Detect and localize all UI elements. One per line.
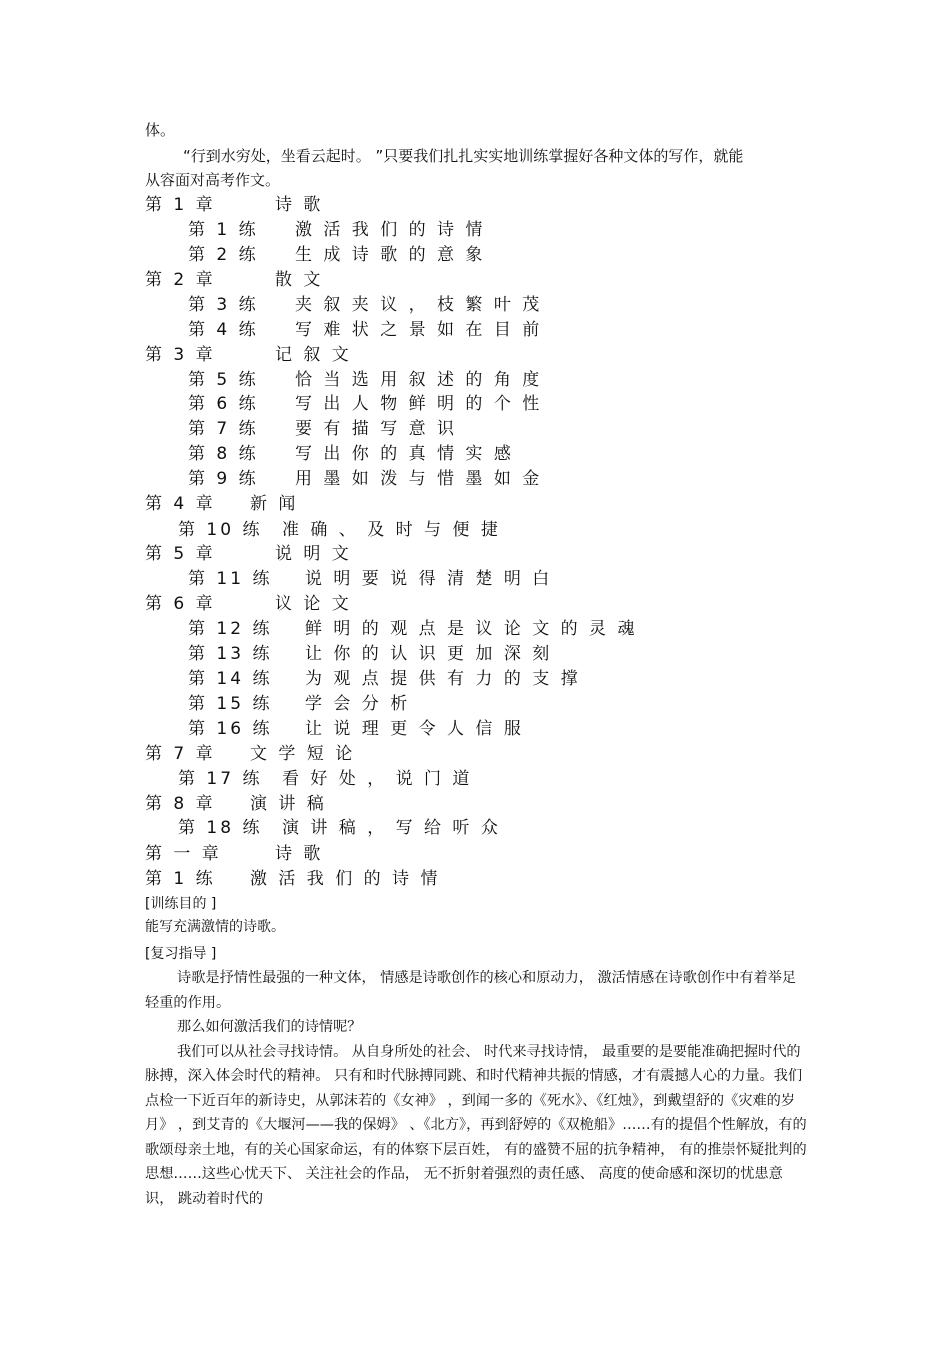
chapter-title: 诗 歌	[275, 844, 324, 864]
chapter-number: 第 7 章	[145, 744, 216, 764]
chapter-title: 诗 歌	[275, 195, 324, 215]
practice-number: 第 5 练	[188, 370, 259, 390]
training-goal-label: [训练目的 ]	[145, 896, 217, 912]
practice-number: 第 1 练	[188, 220, 259, 240]
practice-title: 让 你 的 认 识 更 加 深 刻	[305, 644, 553, 664]
practice-title: 学 会 分 析	[305, 694, 411, 714]
practice-title: 恰 当 选 用 叙 述 的 角 度	[295, 370, 543, 390]
chapter-number: 第 1 章	[145, 195, 216, 215]
practice-title: 激 活 我 们 的 诗 情	[295, 220, 486, 240]
practice-number: 第 17 练	[178, 769, 263, 789]
training-goal-text: 能写充满激情的诗歌。	[145, 919, 285, 935]
chapter-number: 第 5 章	[145, 544, 216, 564]
practice-number: 第 12 练	[188, 619, 273, 639]
chapter-number: 第 2 章	[145, 270, 216, 290]
practice-number: 第 2 练	[188, 245, 259, 265]
review-paragraph-1: 诗歌是抒情性最强的一种文体， 情感是诗歌创作的核心和原动力， 激活情感在诗歌创作中有着举足轻重的作用。	[145, 970, 797, 1011]
chapter-number: 第 4 章	[145, 494, 216, 514]
practice-title: 写 难 状 之 景 如 在 目 前	[295, 320, 543, 340]
practice-title: 看 好 处 ， 说 门 道	[282, 769, 473, 789]
practice-number: 第 13 练	[188, 644, 273, 664]
practice-title: 让 说 理 更 令 人 信 服	[305, 719, 524, 739]
chapter-number: 第 3 章	[145, 345, 216, 365]
practice-number: 第 14 练	[188, 669, 273, 689]
practice-number: 第 6 练	[188, 394, 259, 414]
practice-number: 第 7 练	[188, 419, 259, 439]
practice-title: 用 墨 如 泼 与 惜 墨 如 金	[295, 469, 543, 489]
review-paragraph-2: 那么如何激活我们的诗情呢？	[177, 1019, 362, 1035]
chapter-title: 记 叙 文	[275, 345, 352, 365]
practice-number: 第 8 练	[188, 444, 259, 464]
review-paragraph-3: 我们可以从社会寻找诗情。 从自身所处的社会、 时代来寻找诗情， 最重要的是要能准确把握时代的脉搏，深入体会时代的精神。 只有和时代脉搏同跳、和时代精神共振的情感，才有震撼人心的力量。我们点检一下近百年的新诗史，从郭沫若的《女神》 ，到闻一多的《死水》、《红烛》，到戴望舒的《灾难的岁月》 ，到艾青的《大堰河——我的保姆》 、《北方》，再到舒婷的《双桅船》……有的提倡个性解放，有的歌颂母亲土地，有的关心国家命运，有的体察下层百姓， 有的盛赞不屈的抗争精神， 有的推崇怀疑批判的思想……这些心忧天下、 关注社会的作品， 无不折射着强烈的责任感、 高度的使命感和深切的忧患意识， 跳动着时代的	[145, 1043, 807, 1207]
practice-title: 准 确 、 及 时 与 便 捷	[282, 520, 501, 540]
intro-line-1: 体。	[145, 121, 176, 139]
chapter-title: 散 文	[275, 270, 324, 290]
practice-number: 第 4 练	[188, 320, 259, 340]
practice-title: 要 有 描 写 意 识	[295, 419, 458, 439]
practice-title: 为 观 点 提 供 有 力 的 支 撑	[305, 669, 581, 689]
practice-title: 鲜 明 的 观 点 是 议 论 文 的 灵 魂	[305, 619, 638, 639]
practice-title: 生 成 诗 歌 的 意 象	[295, 245, 486, 265]
practice-title: 写 出 你 的 真 情 实 感	[295, 444, 514, 464]
review-body	[145, 966, 810, 1211]
practice-title: 夹 叙 夹 议 ， 枝 繁 叶 茂	[295, 295, 543, 315]
practice-number: 第 18 练	[178, 818, 263, 838]
intro-quote-line: “行到水穷处，坐看云起时。 ”只要我们扎扎实实地训练掌握好各种文体的写作，就能	[183, 147, 744, 165]
review-guide-label: [复习指导 ]	[145, 946, 217, 962]
chapter-number: 第 8 章	[145, 794, 216, 814]
practice-title: 写 出 人 物 鲜 明 的 个 性	[295, 394, 543, 414]
chapter-title: 文 学 短 论	[250, 744, 356, 764]
chapter-title: 说 明 文	[275, 544, 352, 564]
practice-title: 演 讲 稿 ， 写 给 听 众	[282, 818, 501, 838]
intro-line-3: 从容面对高考作文。	[145, 171, 281, 189]
practice-number: 第 10 练	[178, 520, 263, 540]
chapter-title: 议 论 文	[275, 594, 352, 614]
chapter-title: 演 讲 稿	[250, 794, 327, 814]
practice-number: 第 9 练	[188, 469, 259, 489]
practice-title: 说 明 要 说 得 清 楚 明 白	[305, 569, 553, 589]
practice-number: 第 16 练	[188, 719, 273, 739]
chapter-number: 第 一 章	[145, 844, 222, 864]
practice-number: 第 3 练	[188, 295, 259, 315]
chapter-title: 新 闻	[250, 494, 299, 514]
practice-number: 第 1 练	[145, 869, 216, 889]
practice-number: 第 15 练	[188, 694, 273, 714]
chapter-number: 第 6 章	[145, 594, 216, 614]
practice-title: 激 活 我 们 的 诗 情	[250, 869, 441, 889]
practice-number: 第 11 练	[188, 569, 273, 589]
